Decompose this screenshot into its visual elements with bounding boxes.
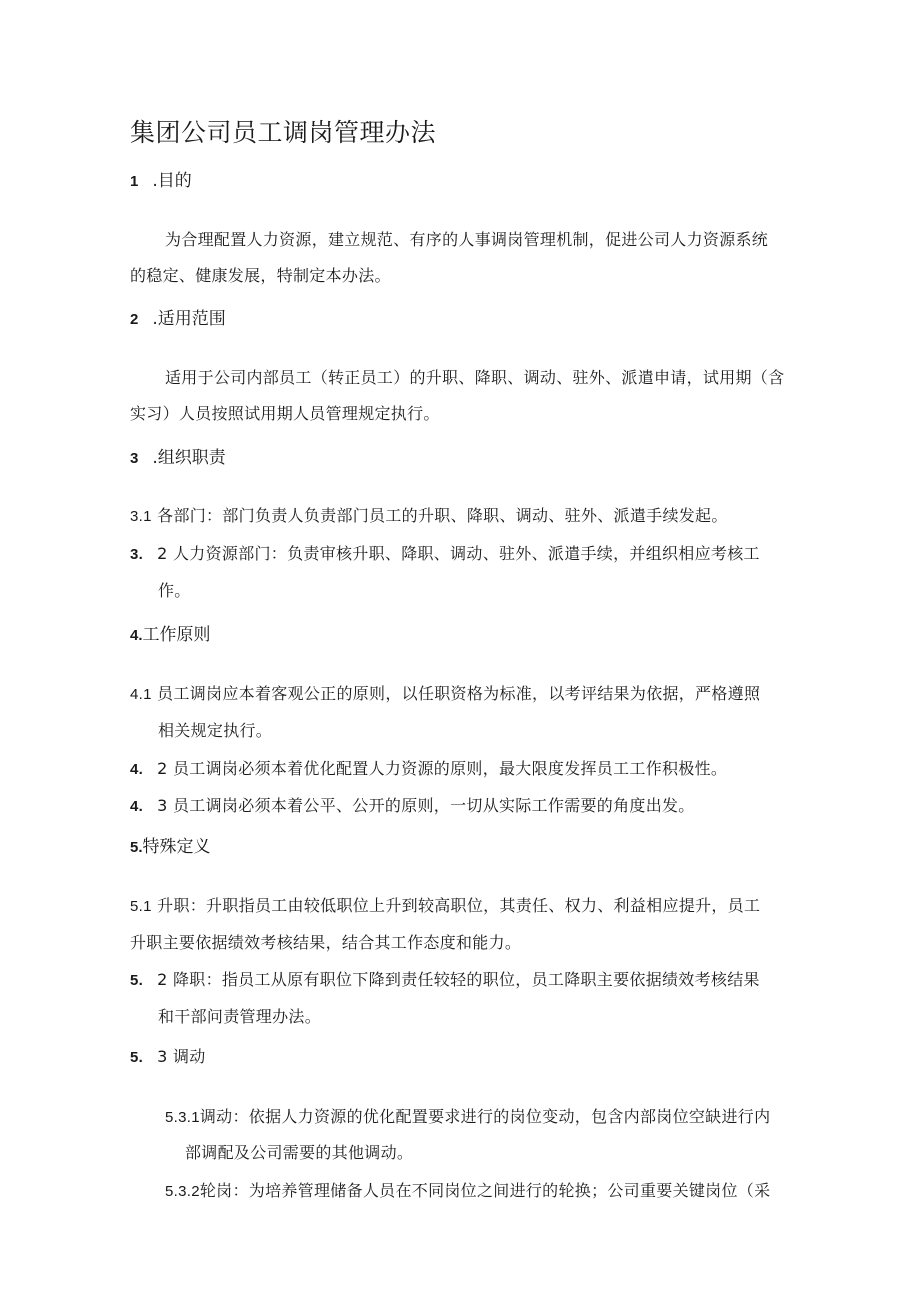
- section-heading-principles: [130, 620, 211, 645]
- list-item: [130, 893, 760, 916]
- item-number: 5.3.2: [165, 1183, 200, 1200]
- item-text: 升职：升职指员工由较低职位上升到较高职位，其责任、权力、利益相应提升，员工: [157, 896, 761, 915]
- item-number: 5.1: [130, 898, 152, 915]
- section-heading-definitions: [130, 832, 211, 857]
- item-number: 3.: [130, 546, 144, 563]
- list-item: [130, 541, 760, 564]
- item-number: 4.: [130, 761, 144, 778]
- item-text: 2 降职：指员工从原有职位下降到责任较轻的职位，员工降职主要依据绩效考核结果: [157, 970, 760, 989]
- list-item: [130, 756, 727, 779]
- item-text: 2 员工调岗必须本着优化配置人力资源的原则，最大限度发挥员工工作积极性。: [157, 759, 728, 778]
- item-text: 3 员工调岗必须本着公平、公开的原则，一切从实际工作需要的角度出发。: [157, 796, 695, 815]
- item-number: 4.1: [130, 686, 152, 703]
- list-item: [130, 967, 760, 990]
- document-title: 集团公司员工调岗管理办法: [130, 118, 437, 147]
- item-text: 轮岗：为培养管理储备人员在不同岗位之间进行的轮换；公司重要关键岗位（采: [199, 1181, 771, 1200]
- item-number: 5.: [130, 1049, 144, 1066]
- section-number: 2: [130, 311, 139, 328]
- section-label: .组织职责: [152, 448, 226, 468]
- list-item-continuation: 相关规定执行。: [158, 721, 273, 740]
- item-text: 2 人力资源部门：负责审核升职、降职、调动、驻外、派遣手续，并组织相应考核工: [157, 544, 760, 563]
- section-heading-purpose: [130, 166, 192, 191]
- sub-list-item-continuation: 部调配及公司需要的其他调动。: [185, 1143, 414, 1162]
- list-item-continuation: 和干部问责管理办法。: [158, 1007, 322, 1026]
- list-item: [130, 503, 728, 526]
- section-heading-responsibilities: [130, 443, 226, 468]
- item-number: 5.: [130, 972, 144, 989]
- paragraph-line: 的稳定、健康发展，特制定本办法。: [130, 266, 391, 285]
- item-number: 3.1: [130, 508, 152, 525]
- section-number: 3: [130, 450, 139, 467]
- sub-list-item: [165, 1104, 770, 1127]
- section-heading-scope: [130, 304, 226, 329]
- sub-list-item: [165, 1178, 770, 1201]
- list-item: [130, 793, 695, 816]
- section-label: .目的: [152, 171, 192, 191]
- list-item-continuation: 升职主要依据绩效考核结果，结合其工作态度和能力。: [130, 933, 522, 952]
- section-number: 1: [130, 173, 139, 190]
- section-number: 4.: [130, 627, 143, 644]
- paragraph-line: 实习）人员按照试用期人员管理规定执行。: [130, 404, 440, 423]
- section-label: 特殊定义: [142, 837, 211, 857]
- item-number: 5.3.1: [165, 1109, 200, 1126]
- section-label: .适用范围: [152, 309, 226, 329]
- item-text: 调动：依据人力资源的优化配置要求进行的岗位变动，包含内部岗位空缺进行内: [199, 1107, 771, 1126]
- paragraph-line: 为合理配置人力资源，建立规范、有序的人事调岗管理机制，促进公司人力资源系统: [165, 230, 769, 249]
- section-number: 5.: [130, 839, 143, 856]
- paragraph-line: 适用于公司内部员工（转正员工）的升职、降职、调动、驻外、派遣申请，试用期（含: [165, 368, 785, 387]
- item-text: 各部门：部门负责人负责部门员工的升职、降职、调动、驻外、派遣手续发起。: [157, 506, 728, 525]
- section-label: 工作原则: [142, 625, 211, 645]
- item-text: 员工调岗应本着客观公正的原则，以任职资格为标准，以考评结果为依据，严格遵照: [157, 684, 761, 703]
- item-text: 3 调动: [157, 1047, 206, 1066]
- list-item: [130, 1044, 206, 1067]
- item-number: 4.: [130, 798, 144, 815]
- list-item: [130, 681, 760, 704]
- list-item-continuation: 作。: [158, 581, 191, 600]
